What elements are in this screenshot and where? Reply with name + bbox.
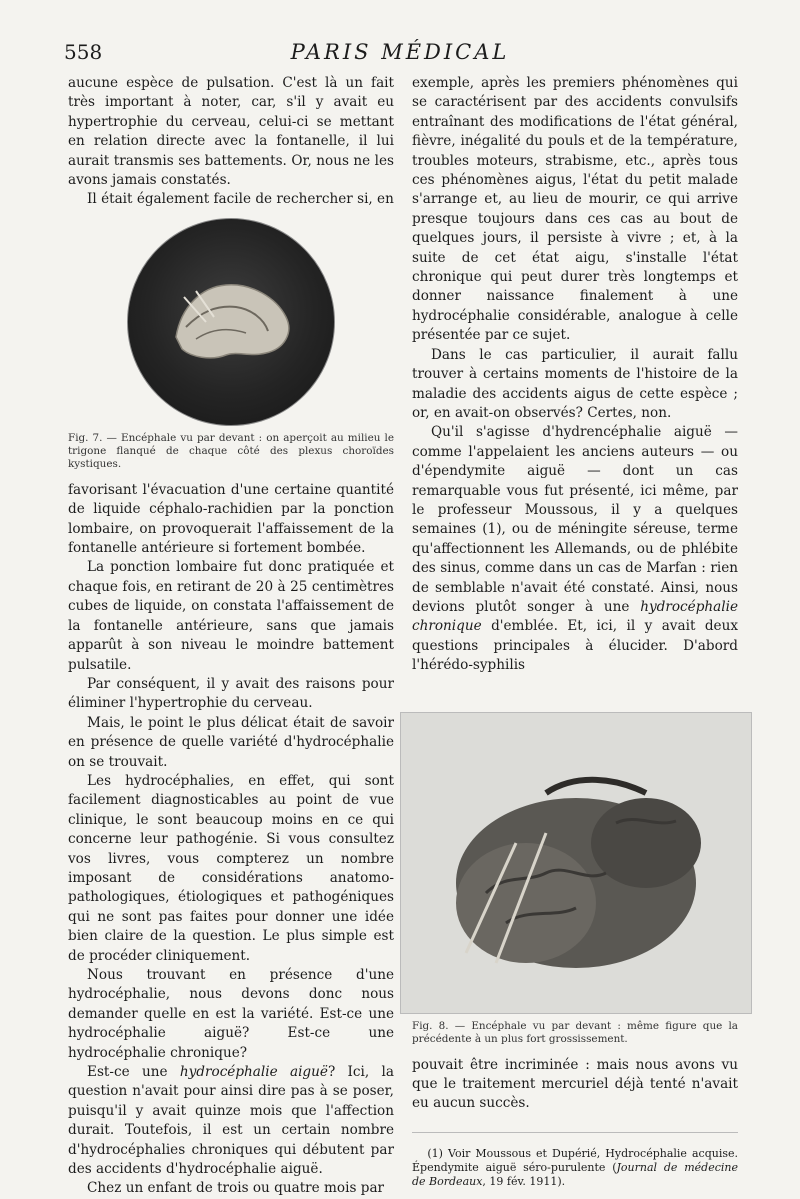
footnote: [412, 1147, 738, 1189]
text-run: (1) Voir Moussous et Dupérié, Hydrocéphalie acquise. Épendymite aiguë séro-purulente (: [412, 1146, 738, 1174]
paragraph: aucune espèce de pulsation. C'est là un fait très important à noter, car, s'il y avait eu hypertrophie du cerveau, celui-ci se mettant en relation directe avec la fontanelle, il lui aurait transmis ses battements. Or, nous ne les avons jamais constatés.: [68, 75, 394, 189]
paragraph: pouvait être incriminée : mais nous avons vu que le traitement mercuriel déjà tenté n'avait eu aucun succès.: [412, 1056, 738, 1112]
paragraph: exemple, après les premiers phénomènes qui se caractérisent par des accidents convulsifs entraînant des modifications de l'état général, fièvre, inégalité du pouls et de la température, troubles moteurs, strabisme, etc., après tous ces phénomènes aigus, l'état du petit malade s'arrange et, au lieu de mourir, ce qui arrive presque toujours dans ces cas au bout de quelques jours, il persiste à vivre ; et, à la suite de cet état aigu, s'installe l'état chronique qui peut durer très longtemps et donner naissance finalement à une hydrocéphalie considérable, analogue à celle présentée par ce sujet.: [412, 75, 738, 344]
text-run: ? Ici, la question n'avait pour ainsi dire pas à se poser, puisqu'il y avait quinze mois que l'affection durait. Toutefois, il est un certain nombre d'hydrocéphalies chroniques qui débutent par des accidents d'hydrocéphalie aiguë.: [68, 1064, 394, 1178]
paragraph: Chez un enfant de trois ou quatre mois par: [87, 1180, 385, 1197]
emphasis: hydrocéphalie chronique: [412, 598, 738, 635]
text-run: Qu'il s'agisse d'hydrencéphalie aiguë — comme l'appelaient les anciens auteurs — ou d'épendymite aiguë — dont un cas remarquable vous fut présenté, ici même, par le professeur Moussous, il y a quelques semaines (1), ou de méningite séreuse, terme qu'affectionnent les Allemands, ou de phlébite des sinus, comme dans un cas de Marfan : rien de semblable n'avait été constaté. Ainsi, nous devions plutôt songer à une: [412, 424, 738, 615]
paragraph: Mais, le point le plus délicat était de savoir en présence de quelle variété d'hydrocéphalie on se trouvait.: [68, 714, 394, 770]
left-column: [68, 74, 394, 1199]
paragraph: Il était également facile de rechercher si, en: [87, 191, 394, 208]
paragraph: Par conséquent, il y avait des raisons pour éliminer l'hypertrophie du cerveau.: [68, 675, 394, 712]
figure-8-photo: [400, 712, 752, 1014]
paragraph: Dans le cas particulier, il aurait fallu trouver à certains moments de l'histoire de la maladie des accidents aigus de cette espèce ; or, en avait-on observés? Certes, non.: [412, 346, 738, 421]
emphasis: hydrocéphalie aiguë: [179, 1064, 328, 1081]
right-column: [412, 74, 738, 1189]
page-number: 558: [64, 40, 103, 64]
figure-7: [68, 218, 394, 426]
paragraph: [412, 423, 738, 675]
text-run: d'emblée. Et, ici, il y avait deux questions principales à élucider. D'abord l'hérédo-syphilis: [412, 618, 738, 674]
figure-7-photo: [127, 218, 335, 426]
footnote-divider: [412, 1132, 738, 1133]
figure-7-caption: Fig. 7. — Encéphale vu par devant : on aperçoit au milieu le trigone flanqué de chaque côté des plexus choroïdes kystiques.: [68, 431, 394, 470]
running-title: PARIS MÉDICAL: [290, 40, 510, 64]
brain-specimen-closeup-image: [426, 733, 726, 993]
figure-8-caption: Fig. 8. — Encéphale vu par devant : même figure que la précédente à un plus fort grossissement.: [412, 1019, 738, 1045]
brain-specimen-image: [156, 267, 306, 377]
paragraph: [68, 1063, 394, 1179]
emphasis: Journal de médecine de Bordeaux: [412, 1160, 738, 1188]
text-run: , 19 fév. 1911).: [482, 1174, 566, 1188]
text-run: Est-ce une: [87, 1064, 180, 1081]
paragraph: Nous trouvant en présence d'une hydrocéphalie, nous devons donc nous demander quelle en est la variété. Est-ce une hydrocéphalie aiguë? Est-ce une hydrocéphalie chronique?: [68, 967, 394, 1061]
paragraph: La ponction lombaire fut donc pratiquée et chaque fois, en retirant de 20 à 25 centimètres cubes de liquide, on constata l'affaissement de la fontanelle antérieure, sans que jamais apparût à son niveau le moindre battement pulsatile.: [68, 559, 394, 673]
page-header: [60, 40, 740, 70]
paragraph: Les hydrocéphalies, en effet, qui sont facilement diagnosticables au point de vue clinique, le sont beaucoup moins en ce qui concerne leur pathogénie. Si vous consultez vos livres, vous compterez un nombre imposant de considérations anatomo-pathologiques, étiologiques et pathogéniques qui ne sont pas faites pour donner une idée bien claire de la question. Le plus simple est de procéder cliniquement.: [68, 772, 394, 964]
paragraph: favorisant l'évacuation d'une certaine quantité de liquide céphalo-rachidien par la ponction lombaire, on provoquerait l'affaissement de la fontanelle antérieure si fortement bombée.: [68, 481, 394, 557]
